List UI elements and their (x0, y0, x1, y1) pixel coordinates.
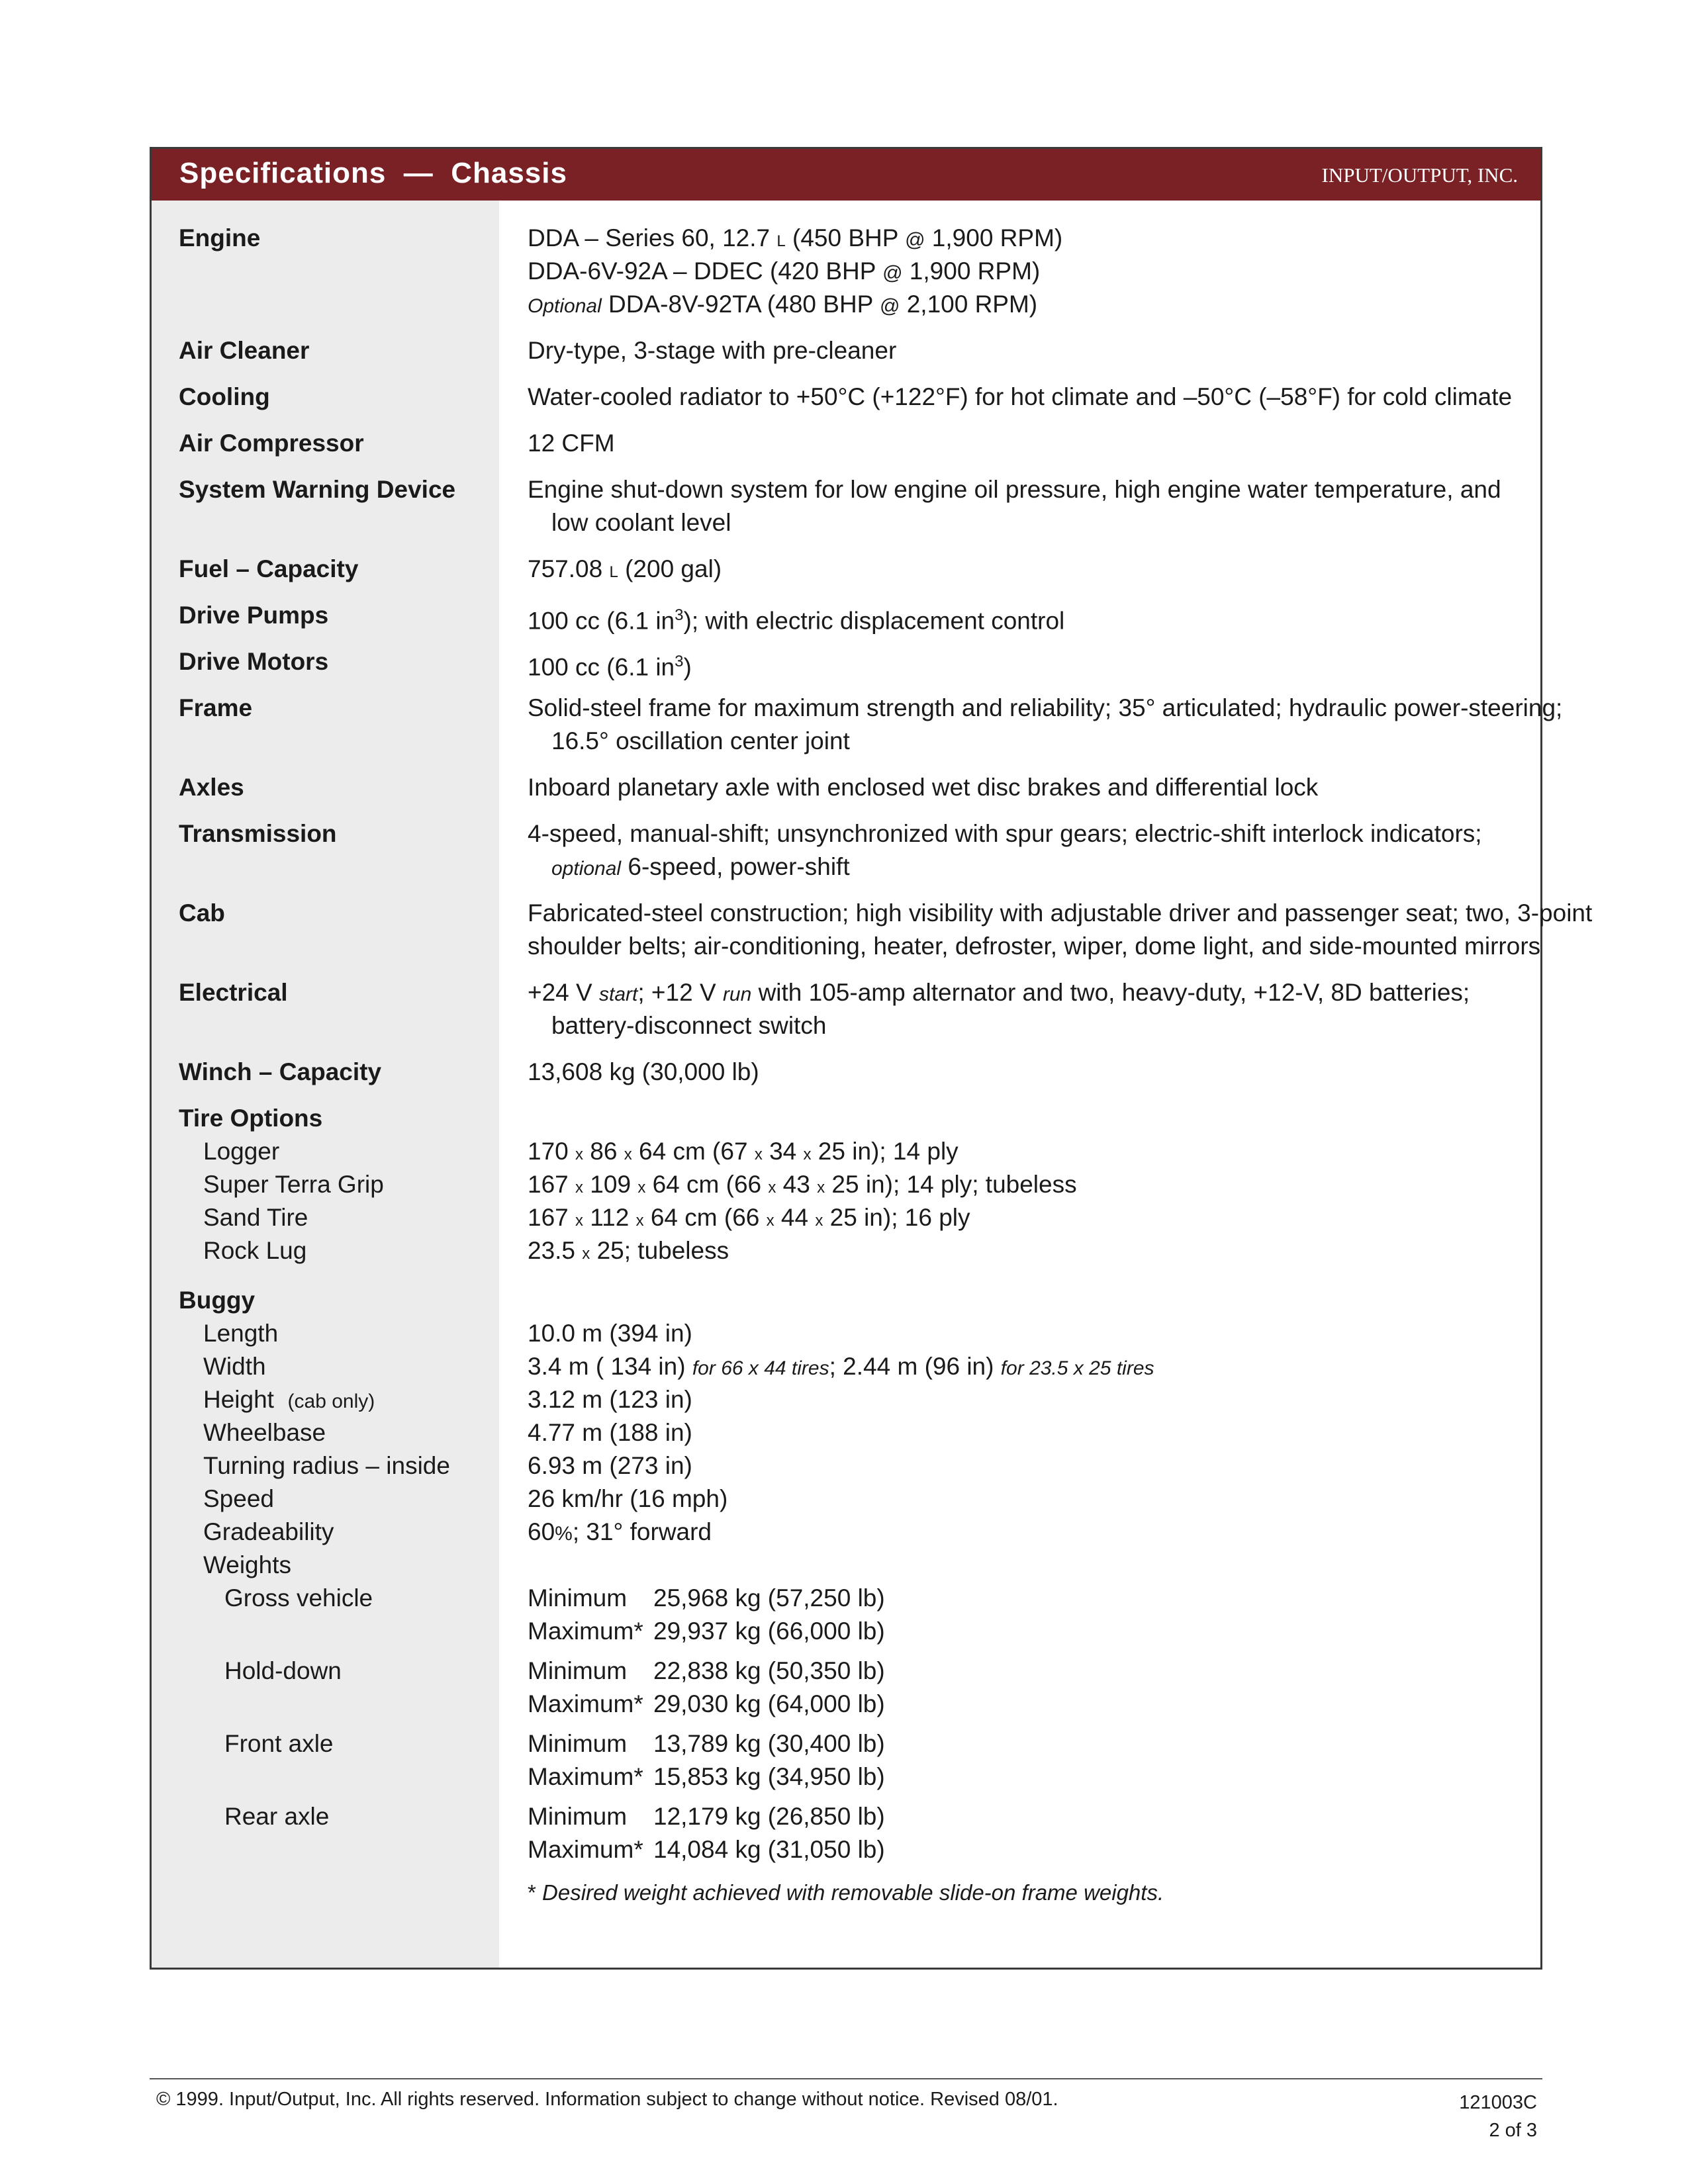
buggy-value-grade: 60%; 31° forward (528, 1518, 712, 1545)
tire-label-logger: Logger (203, 1138, 280, 1165)
spec-label: Drive Motors (179, 648, 329, 675)
weight-max-gross: Maximum* 29,937 kg (66,000 lb) (528, 1617, 885, 1645)
spec-value-cont: battery-disconnect switch (551, 1012, 827, 1039)
spec-value: +24 V start; +12 V run with 105-amp alternator and two, heavy-duty, +12-V, 8D batteries; (528, 979, 1470, 1006)
buggy-label-height: Height (cab only) (203, 1386, 375, 1413)
spec-label: Buggy (179, 1287, 256, 1314)
spec-label: Electrical (179, 979, 288, 1006)
tire-label-rock: Rock Lug (203, 1237, 307, 1264)
spec-label: Engine (179, 224, 261, 251)
footer-divider (150, 2078, 1542, 2079)
spec-value-cont: low coolant level (551, 509, 731, 536)
weight-min-hold: Minimum 22,838 kg (50,350 lb) (528, 1657, 885, 1684)
spec-value-cont: 16.5° oscillation center joint (551, 727, 850, 754)
tire-value-sand: 167 x 112 x 64 cm (66 x 44 x 25 in); 16 ply (528, 1204, 970, 1231)
tire-label-super: Super Terra Grip (203, 1171, 384, 1198)
spec-value: 12 CFM (528, 430, 615, 457)
weight-label-hold: Hold-down (224, 1657, 342, 1684)
spec-value: 757.08 L (200 gal) (528, 555, 722, 582)
weight-label-front: Front axle (224, 1730, 334, 1757)
footer-copyright: © 1999. Input/Output, Inc. All rights reserved. Information subject to change without notice. Revised 08/01. (156, 2089, 1058, 2110)
company-name: INPUT/OUTPUT, INC. (1321, 163, 1518, 187)
header-bar (152, 149, 1540, 201)
buggy-value-width: 3.4 m ( 134 in) for 66 x 44 tires; 2.44 m (96 in) for 23.5 x 25 tires (528, 1353, 1154, 1380)
buggy-label-turning: Turning radius – inside (203, 1452, 450, 1479)
spec-label: Tire Options (179, 1105, 323, 1132)
buggy-value-height: 3.12 m (123 in) (528, 1386, 692, 1413)
spec-value: DDA-6V-92A – DDEC (420 BHP @ 1,900 RPM) (528, 257, 1041, 285)
doc-number: 121003C (1459, 2092, 1537, 2113)
buggy-label-width: Width (203, 1353, 266, 1380)
tire-label-sand: Sand Tire (203, 1204, 308, 1231)
spec-value: Fabricated-steel construction; high visibility with adjustable driver and passenger seat; two, 3-point (528, 899, 1593, 927)
footer-doc-info (1459, 2089, 1537, 2144)
spec-value: Solid-steel frame for maximum strength and reliability; 35° articulated; hydraulic power-steering; (528, 694, 1563, 721)
spec-value: Dry-type, 3-stage with pre-cleaner (528, 337, 897, 364)
spec-value: 4-speed, manual-shift; unsynchronized with spur gears; electric-shift interlock indicators; (528, 820, 1482, 847)
buggy-value-turning: 6.93 m (273 in) (528, 1452, 692, 1479)
weight-min-rear: Minimum 12,179 kg (26,850 lb) (528, 1803, 885, 1830)
weight-min-front: Minimum 13,789 kg (30,400 lb) (528, 1730, 885, 1757)
spec-value: 13,608 kg (30,000 lb) (528, 1058, 759, 1085)
spec-value: Optional DDA-8V-92TA (480 BHP @ 2,100 RPM) (528, 291, 1038, 318)
spec-label: Air Cleaner (179, 337, 310, 364)
spec-label: Transmission (179, 820, 337, 847)
weight-label-gross: Gross vehicle (224, 1584, 373, 1612)
tire-value-super: 167 x 109 x 64 cm (66 x 43 x 25 in); 14 ply; tubeless (528, 1171, 1077, 1198)
spec-value: Inboard planetary axle with enclosed wet disc brakes and differential lock (528, 774, 1319, 801)
spec-value: shoulder belts; air-conditioning, heater, defroster, wiper, dome light, and side-mounted mirrors (528, 933, 1541, 960)
buggy-value-wheelbase: 4.77 m (188 in) (528, 1419, 692, 1446)
tire-value-rock: 23.5 x 25; tubeless (528, 1237, 729, 1264)
spec-label: Cooling (179, 383, 270, 410)
spec-label: Cab (179, 899, 225, 927)
spec-label: System Warning Device (179, 476, 456, 503)
spec-value: 100 cc (6.1 $in^3$); with electric displacement control (528, 606, 1065, 635)
spec-value: 100 cc (6.1 $in^3$) (528, 653, 692, 681)
buggy-label-speed: Speed (203, 1485, 274, 1512)
spec-label: Winch – Capacity (179, 1058, 382, 1085)
spec-label: Drive Pumps (179, 602, 329, 629)
weight-max-hold: Maximum* 29,030 kg (64,000 lb) (528, 1690, 885, 1717)
spec-label: Frame (179, 694, 253, 721)
weight-min-gross: Minimum 25,968 kg (57,250 lb) (528, 1584, 885, 1612)
spec-value: DDA – Series 60, 12.7 L (450 BHP @ 1,900 RPM) (528, 224, 1063, 251)
spec-value-cont: optional 6-speed, power-shift (551, 853, 850, 880)
page-title: Specifications — Chassis (179, 157, 567, 189)
weight-max-front: Maximum* 15,853 kg (34,950 lb) (528, 1763, 885, 1790)
spec-label: Air Compressor (179, 430, 364, 457)
buggy-label-weights: Weights (203, 1551, 291, 1578)
buggy-label-length: Length (203, 1320, 279, 1347)
spec-label: Axles (179, 774, 244, 801)
tire-value-logger: 170 x 86 x 64 cm (67 x 34 x 25 in); 14 ply (528, 1138, 959, 1165)
page-number: 2 of 3 (1489, 2120, 1537, 2141)
weight-max-rear: Maximum* 14,084 kg (31,050 lb) (528, 1836, 885, 1863)
weight-label-rear: Rear axle (224, 1803, 330, 1830)
spec-value: Water-cooled radiator to +50°C (+122°F) for hot climate and –50°C (–58°F) for cold climate (528, 383, 1513, 410)
spec-value: Engine shut-down system for low engine oil pressure, high engine water temperature, and (528, 476, 1501, 503)
buggy-label-wheelbase: Wheelbase (203, 1419, 326, 1446)
weights-footnote: * Desired weight achieved with removable slide-on frame weights. (528, 1880, 1164, 1905)
buggy-value-length: 10.0 m (394 in) (528, 1320, 692, 1347)
buggy-label-grade: Gradeability (203, 1518, 334, 1545)
buggy-value-speed: 26 km/hr (16 mph) (528, 1485, 728, 1512)
spec-panel (150, 147, 1593, 1970)
spec-label: Fuel – Capacity (179, 555, 359, 582)
